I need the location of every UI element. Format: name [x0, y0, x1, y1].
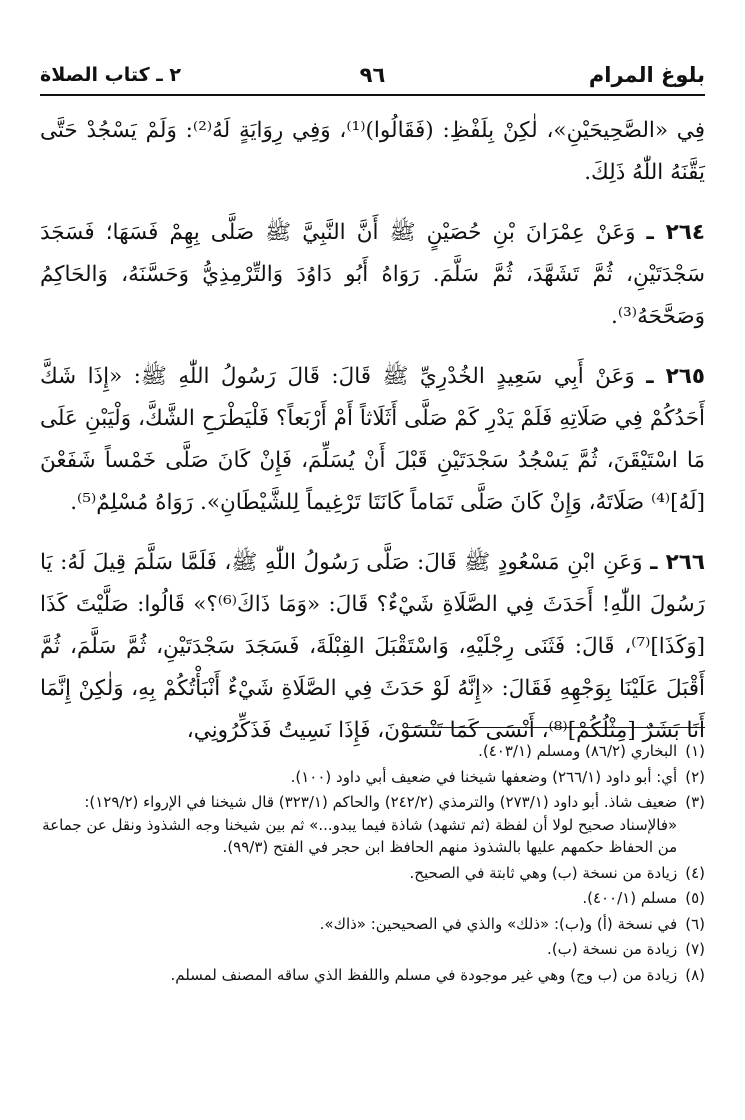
footnote: [40, 862, 705, 885]
footnote-number: (٦): [685, 914, 705, 933]
footnote-number: (٧): [685, 940, 705, 958]
hadith-265: [40, 356, 705, 524]
footnote: [40, 913, 705, 936]
footnote-text: زيادة من نسخة (ب).: [547, 940, 678, 958]
footnote-text: أي: أبو داود (٢٦٦/١) وضعفها شيخنا في ضعيف أبي داود (١٠٠).: [290, 767, 678, 786]
hadith-number: ٢٦٦ ـ: [650, 550, 705, 575]
footnote: [40, 791, 705, 859]
footnote-text: البخاري (٨٦/٢) ومسلم (٤٠٣/١).: [478, 742, 678, 760]
footnote-number: (٤): [685, 863, 705, 882]
footnote: [40, 887, 705, 910]
footnote-text: مسلم (٤٠٠/١).: [582, 889, 678, 907]
footnote-number: (٣): [685, 793, 705, 811]
page-number: ٩٦: [359, 63, 386, 87]
footnotes-divider: [405, 727, 705, 728]
book-page: [40, 50, 705, 1090]
main-text: [40, 110, 705, 752]
footnote: [40, 740, 705, 763]
hadith-text: وَعَنِ ابْنِ مَسْعُودٍ ﷺ قَالَ: صَلَّى رَسُولُ اللّٰهِ ﷺ، فَلَمَّا سَلَّمَ قِيلَ لَهُ: يَا رَسُولَ اللّٰهِ! أَحَدَثَ فِي الصَّلَاةِ شَيْءٌ؟ قَالَ: «وَمَا ذَاكَ⁽⁶⁾؟» قَالُوا: صَلَّيْتَ كَذَا [وَكَذَا]⁽⁷⁾، قَالَ: فَثَنَى رِجْلَيْهِ، وَاسْتَقْبَلَ القِبْلَةَ، فَسَجَدَ سَجْدَتَيْنِ، ثُمَّ سَلَّمَ، ثُمَّ أَقْبَلَ عَلَيْنَا بِوَجْهِهِ فَقَالَ: «إِنَّهُ لَوْ حَدَثَ فِي الصَّلَاةِ شَيْءٌ أَنْبَأْتُكُمْ بِهِ، وَلٰكِنْ إِنَّمَا أَنَا بَشَرٌ [مِثْلُكُمْ]⁽⁸⁾، أَنْسَى كَمَا تَنْسَوْنَ، فَإِذَا نَسِيتُ فَذَكِّرُونِي،: [40, 550, 705, 743]
footnote-number: (٥): [685, 889, 705, 907]
hadith-number: ٢٦٤ ـ: [646, 220, 705, 245]
book-title: بلوغ المرام: [588, 63, 705, 87]
chapter-title: ٢ ـ كتاب الصلاة: [40, 64, 181, 86]
footnote-text: ضعيف شاذ. أبو داود (٢٧٣/١) والترمذي (٢٤٢/٢) والحاكم (٣٢٣/١) قال شيخنا في الإرواء (١٢٩/٢): «فالإسناد صحيح لولا أن لفظة (ثم تشهد) شاذة فيما يبدو...» ثم بين شيخنا وجه الشذوذ ونقل عن جماعة من الحفاظ حكمهم عليها بالشذوذ منهم الحافظ ابن حجر في الفتح (٩٩/٣).: [42, 793, 678, 856]
footnote-text: زيادة من نسخة (ب) وهي ثابتة في الصحيح.: [409, 863, 678, 882]
footnote-number: (٢): [685, 767, 705, 786]
footnote-number: (١): [685, 742, 705, 760]
footnote-text: زيادة من (ب وج) وهي غير موجودة في مسلم واللفظ الذي ساقه المصنف لمسلم.: [170, 965, 678, 984]
footnote-number: (٨): [685, 965, 705, 984]
footnote: [40, 964, 705, 987]
header-rule: [40, 94, 705, 96]
page-header: [40, 58, 705, 92]
hadith-number: ٢٦٥ ـ: [646, 364, 705, 389]
continuation-paragraph: فِي «الصَّحِيحَيْنِ»، لٰكِنْ بِلَفْظِ: (فَقَالُوا)⁽¹⁾، وَفِي رِوَايَةٍ لَهُ⁽²⁾: وَلَمْ يَسْجُدْ حَتَّى يَقَّنَهُ اللّٰهُ ذَلِكَ.: [40, 118, 705, 185]
footnotes: [40, 740, 705, 989]
footnote: [40, 938, 705, 961]
hadith-text: وَعَنْ عِمْرَانَ بْنِ حُصَيْنٍ ﷺ أَنَّ النَّبِيَّ ﷺ صَلَّى بِهِمْ فَسَهَا؛ فَسَجَدَ سَجْدَتَيْنِ، ثُمَّ تَشَهَّدَ، ثُمَّ سَلَّمَ. رَوَاهُ أَبُو دَاوُدَ وَالتِّرْمِذِيُّ وَحَسَّنَهُ، وَالحَاكِمُ وَصَحَّحَهُ⁽³⁾.: [40, 220, 705, 329]
footnote-text: في نسخة (أ) و(ب): «ذلك» والذي في الصحيحين: «ذاك».: [319, 914, 678, 933]
hadith-264: [40, 212, 705, 338]
hadith-text: وَعَنْ أَبِي سَعِيدٍ الخُدْرِيِّ ﷺ قَالَ: قَالَ رَسُولُ اللّٰهِ ﷺ: «إِذَا شَكَّ أَحَدُكُمْ فِي صَلَاتِهِ فَلَمْ يَدْرِ كَمْ صَلَّى أَثَلَاثاً أَمْ أَرْبَعاً؟ فَلْيَطْرَحِ الشَّكَّ، وَلْيَبْنِ عَلَى مَا اسْتَيْقَنَ، ثُمَّ يَسْجُدُ سَجْدَتَيْنِ قَبْلَ أَنْ يُسَلِّمَ، فَإِنْ كَانَ صَلَّى خَمْساً شَفَعْنَ [لَهُ]⁽⁴⁾ صَلَاتَهُ، وَإِنْ كَانَ صَلَّى تَمَاماً كَانَتَا تَرْغِيماً لِلشَّيْطَانِ». رَوَاهُ مُسْلِمٌ⁽⁵⁾.: [40, 364, 705, 515]
footnote: [40, 766, 705, 789]
hadith-266: [40, 542, 705, 752]
